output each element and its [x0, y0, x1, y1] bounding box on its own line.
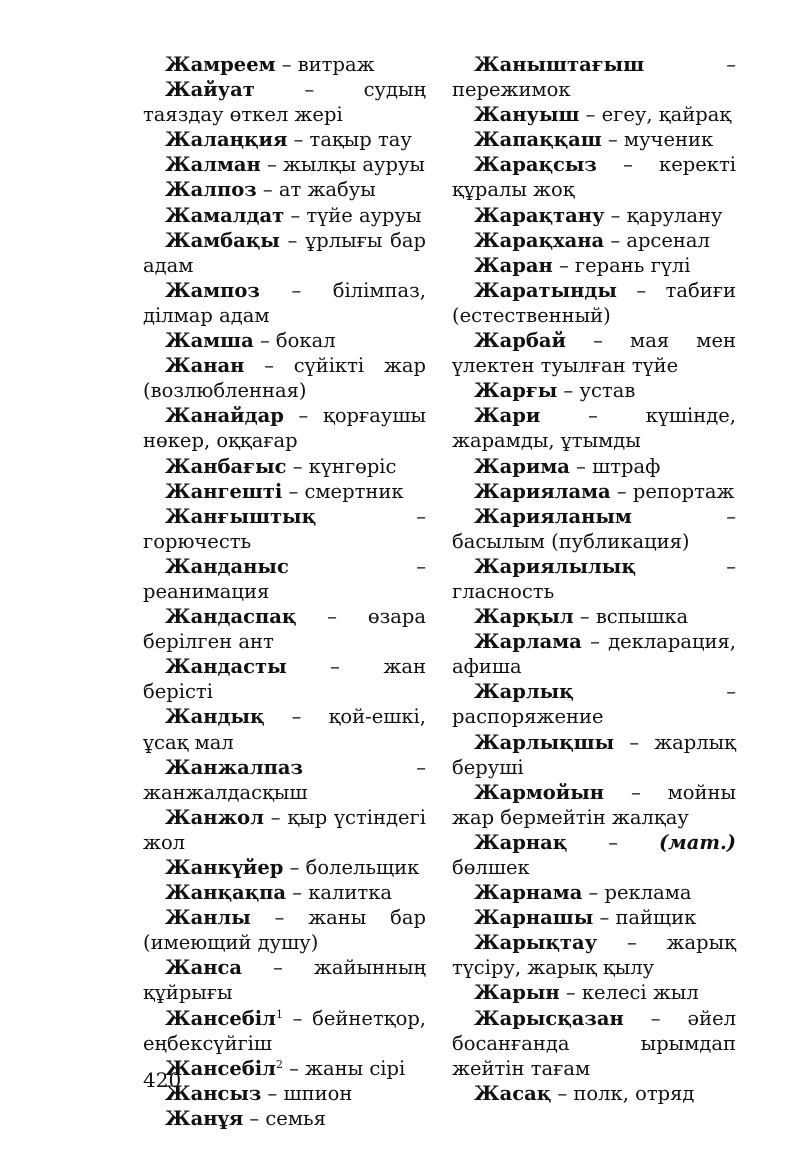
dictionary-entry [143, 353, 426, 403]
dictionary-entry [452, 403, 736, 453]
entry-headword: Жансыз [165, 1081, 262, 1105]
entry-definition: репортаж [632, 479, 735, 503]
entry-headword: Жариялама [474, 479, 611, 503]
entry-dash: – [569, 454, 593, 478]
entry-headword: Жарықтау [474, 931, 598, 955]
dictionary-entry [143, 805, 426, 855]
entry-headword: Жарақтану [474, 203, 605, 227]
entry-headword: Жайуат [165, 78, 255, 102]
entry-definition: жарық түсіру, жарық қылу [452, 931, 736, 980]
entry-dash: – [593, 906, 616, 930]
entry-headword: Жариялылық [474, 554, 636, 578]
entry-dash: – [610, 479, 633, 503]
entry-dash: – [279, 228, 306, 252]
dictionary-entry [452, 830, 736, 880]
entry-grammar-note: (мат.) [658, 830, 736, 854]
dictionary-entry [143, 1106, 426, 1131]
dictionary-entry [143, 127, 426, 152]
entry-definition: күнгөріс [308, 454, 397, 478]
entry-headword: Жандаспақ [165, 605, 297, 629]
entry-headword: Жанжалпаз [165, 755, 303, 779]
dictionary-entry [452, 253, 736, 278]
entry-dash: – [551, 1081, 574, 1105]
entry-dash: – [601, 128, 624, 152]
entry-headword: Жармойын [474, 780, 605, 804]
dictionary-entry [143, 955, 426, 1005]
entry-headword: Жанбағыс [165, 454, 287, 478]
entry-dash: – [552, 253, 575, 277]
entry-dash: – [259, 278, 333, 302]
entry-headword: Жандық [165, 705, 265, 729]
entry-dash: – [581, 630, 609, 654]
entry-definition: күшінде, жарамды, ұтымды [452, 404, 736, 453]
dictionary-entry [143, 479, 426, 504]
entry-dash: – [250, 906, 309, 930]
dictionary-entry [452, 930, 736, 980]
entry-headword: Жарлама [474, 630, 582, 654]
entry-definition: горючесть [143, 529, 252, 553]
entry-dash: – [565, 329, 631, 353]
entry-definition: калитка [308, 881, 393, 905]
entry-headword: Жангешті [165, 479, 283, 503]
entry-headword: Жарқыл [474, 605, 574, 629]
dictionary-entry [143, 52, 426, 77]
entry-headword: Жалпоз [165, 178, 257, 202]
entry-definition: келесі жыл [581, 981, 699, 1005]
dictionary-entry [143, 1006, 426, 1056]
entry-headword: Жаран [474, 253, 553, 277]
entry-headword: Жандасты [165, 655, 287, 679]
page-number: 420 [143, 1068, 182, 1092]
entry-dash: – [573, 605, 596, 629]
dictionary-entry [452, 454, 736, 479]
dictionary-entry [452, 504, 736, 554]
dictionary-entry [143, 77, 426, 127]
entry-dash: – [540, 404, 646, 428]
entry-definition: витраж [297, 53, 375, 76]
entry-dash: – [263, 805, 288, 829]
entry-definition: герань гүлі [574, 253, 691, 277]
dictionary-entry [452, 52, 736, 102]
entry-definition: распоряжение [452, 705, 604, 729]
entry-headword: Жарима [474, 454, 570, 478]
entry-definition: арсенал [626, 228, 710, 252]
entry-definition: жан берісті [143, 655, 426, 704]
dictionary-entry [143, 905, 426, 955]
entry-headword: Жанқақпа [165, 881, 287, 905]
entry-dash: – [284, 203, 307, 227]
dictionary-entry [452, 228, 736, 253]
entry-headword: Жанданыс [165, 554, 289, 578]
entry-dash: – [567, 830, 659, 854]
entry-superscript: 2 [275, 1057, 283, 1071]
dictionary-entry [143, 203, 426, 228]
dictionary-entry [452, 328, 736, 378]
entry-dash: – [242, 956, 314, 980]
entry-headword: Жанайдар [165, 404, 284, 428]
entry-headword: Жанан [165, 354, 245, 378]
entry-dash: – [559, 981, 582, 1005]
entry-definition: бөлшек [452, 856, 530, 879]
entry-dash: – [296, 605, 368, 629]
entry-dash: – [302, 755, 426, 779]
dictionary-entry [452, 152, 736, 202]
entry-dash: – [286, 881, 309, 905]
entry-definition: жылқы ауруы [282, 153, 425, 177]
entry-dash: – [275, 53, 298, 76]
entry-headword: Жари [474, 404, 541, 428]
entry-definition: өзара берілген ант [143, 605, 426, 654]
dictionary-entry [143, 177, 426, 202]
entry-headword: Жалаңқия [165, 128, 288, 152]
dictionary-entry [452, 880, 736, 905]
entry-dash: – [286, 454, 309, 478]
entry-definition: әйел босанғанда ырымдап жейтін тағам [452, 1006, 736, 1080]
dictionary-entry [452, 378, 736, 403]
entry-headword: Жануыш [474, 103, 580, 127]
dictionary-entry [452, 604, 736, 629]
entry-dash: – [316, 504, 426, 528]
dictionary-entry [452, 629, 736, 679]
entry-headword: Жаныштағыш [474, 53, 645, 76]
dictionary-entry [143, 504, 426, 554]
dictionary-entry [143, 403, 426, 453]
dictionary-entry [452, 1006, 736, 1081]
right-column [452, 52, 736, 1106]
dictionary-entry [143, 880, 426, 905]
entry-definition: полк, отряд [573, 1081, 695, 1105]
entry-headword: Жамбақы [165, 228, 280, 252]
entry-headword: Жанұя [165, 1106, 244, 1130]
entry-dash: – [261, 1081, 284, 1105]
entry-definition: судың таяздау өткел жері [143, 78, 426, 127]
entry-definition: мойны жар бермейтін жалқау [452, 780, 736, 829]
entry-definition: жаны сірі [305, 1056, 406, 1080]
dictionary-entry [143, 604, 426, 654]
entry-definition: семья [265, 1106, 326, 1130]
entry-definition: жарлық беруші [452, 730, 736, 779]
entry-definition: басылым (публикация) [452, 529, 690, 553]
entry-dash: – [282, 1056, 306, 1080]
dictionary-entry [452, 1081, 736, 1106]
dictionary-entry [452, 278, 736, 328]
entry-headword: Жансебіл [165, 1006, 276, 1030]
entry-headword: Жарысқазан [474, 1006, 624, 1030]
entry-definition: қорғаушы нөкер, оққағар [143, 404, 426, 453]
dictionary-entry [452, 905, 736, 930]
dictionary-entry [143, 328, 426, 353]
entry-dash: – [596, 153, 660, 177]
entry-headword: Жарияланым [474, 504, 632, 528]
entry-headword: Жапаққаш [474, 128, 602, 152]
left-column [143, 52, 426, 1131]
entry-headword: Жарбай [474, 329, 566, 353]
entry-dash: – [635, 554, 736, 578]
entry-definition: табиғи (естественный) [452, 278, 736, 327]
entry-headword: Жанкүйер [165, 856, 284, 879]
dictionary-entry [452, 780, 736, 830]
entry-superscript: 1 [275, 1007, 283, 1021]
entry-dash: – [631, 504, 736, 528]
entry-dash: – [260, 153, 283, 177]
entry-definition: керекті құралы жоқ [452, 153, 736, 202]
entry-dash: – [253, 329, 276, 353]
entry-dash: – [557, 379, 580, 403]
dictionary-entry [143, 1056, 426, 1081]
entry-dash: – [582, 881, 605, 905]
entry-definition: гласность [452, 579, 555, 603]
entry-definition: шпион [283, 1081, 353, 1105]
entry-dash: – [614, 730, 655, 754]
entry-headword: Жасақ [474, 1081, 552, 1105]
entry-dash: – [282, 1006, 313, 1030]
dictionary-entry [143, 704, 426, 754]
entry-headword: Жаратынды [474, 278, 617, 302]
entry-definition: реанимация [143, 579, 270, 603]
dictionary-entry [452, 102, 736, 127]
entry-definition: қыр үстіндегі жол [143, 805, 426, 854]
entry-definition: штраф [592, 454, 661, 478]
dictionary-entry [143, 654, 426, 704]
entry-dash: – [256, 178, 279, 202]
entry-headword: Жарақхана [474, 228, 605, 252]
entry-definition: сүйікті жар (возлюбленная) [143, 354, 426, 403]
entry-headword: Жамалдат [165, 203, 285, 227]
entry-headword: Жансебіл [165, 1056, 276, 1080]
entry-definition: болельщик [305, 856, 420, 879]
entry-definition: ат жабуы [278, 178, 376, 202]
entry-dash: – [644, 53, 736, 76]
entry-headword: Жарнама [474, 881, 583, 905]
entry-dash: – [288, 554, 426, 578]
entry-definition: вспышка [595, 605, 689, 629]
entry-headword: Жарнақ [474, 830, 568, 854]
entry-definition: ұрлығы бар адам [143, 228, 426, 277]
dictionary-entry [452, 127, 736, 152]
entry-dash: – [287, 128, 310, 152]
entry-definition: пережимок [452, 78, 571, 102]
entry-headword: Жалман [165, 153, 261, 177]
entry-headword: Жарлықшы [474, 730, 615, 754]
entry-definition: егеу, қайрақ [601, 103, 732, 127]
entry-headword: Жарын [474, 981, 560, 1005]
entry-definition: жанжалдасқыш [143, 780, 308, 804]
entry-definition: тақыр тау [309, 128, 412, 152]
dictionary-entry [452, 479, 736, 504]
entry-headword: Жанғыштық [165, 504, 317, 528]
entry-headword: Жампоз [165, 278, 260, 302]
entry-definition: жайынның құйрығы [143, 956, 426, 1005]
entry-definition: мая мен үлектен туылған түйе [452, 329, 737, 378]
entry-definition: түйе ауруы [306, 203, 422, 227]
entry-dash: – [283, 404, 323, 428]
entry-headword: Жарғы [474, 379, 558, 403]
dictionary-entry [143, 855, 426, 880]
entry-headword: Жарлық [474, 680, 574, 704]
entry-headword: Жарнашы [474, 906, 594, 930]
entry-definition: устав [579, 379, 636, 403]
entry-headword: Жамреем [165, 53, 276, 76]
entry-dash: – [264, 705, 329, 729]
entry-dash: – [597, 931, 667, 955]
entry-definition: мученик [623, 128, 714, 152]
entry-dash: – [283, 856, 306, 879]
entry-dash: – [254, 78, 364, 102]
entry-dash: – [244, 354, 294, 378]
dictionary-entry [452, 203, 736, 228]
dictionary-entry [143, 228, 426, 278]
entry-headword: Жарақсыз [474, 153, 597, 177]
entry-dash: – [286, 655, 384, 679]
entry-dash: – [616, 278, 666, 302]
entry-dash: – [243, 1106, 266, 1130]
entry-headword: Жанжол [165, 805, 264, 829]
entry-definition: бейнетқор, еңбексүйгіш [143, 1006, 426, 1055]
entry-dash: – [604, 203, 627, 227]
dictionary-entry [452, 554, 736, 604]
entry-definition: пайщик [615, 906, 697, 930]
dictionary-entry [143, 1081, 426, 1106]
entry-dash: – [604, 780, 668, 804]
dictionary-entry [143, 755, 426, 805]
entry-definition: жаны бар (имеющий душу) [143, 906, 426, 955]
dictionary-entry [452, 980, 736, 1005]
entry-headword: Жамша [165, 329, 254, 353]
entry-definition: қой-ешкі, ұсақ мал [143, 705, 426, 754]
entry-definition: бокал [275, 329, 336, 353]
dictionary-entry [452, 679, 736, 729]
entry-definition: білімпаз, ділмар адам [143, 278, 426, 327]
dictionary-entry [143, 152, 426, 177]
entry-dash: – [579, 103, 602, 127]
entry-definition: реклама [604, 881, 692, 905]
entry-dash: – [282, 479, 305, 503]
entry-dash: – [623, 1006, 688, 1030]
dictionary-entry [143, 454, 426, 479]
entry-dash: – [573, 680, 736, 704]
dictionary-entry [143, 554, 426, 604]
entry-headword: Жанлы [165, 906, 251, 930]
entry-definition: смертник [304, 479, 404, 503]
entry-definition: қарулану [626, 203, 723, 227]
dictionary-entry [143, 278, 426, 328]
entry-dash: – [604, 228, 627, 252]
dictionary-entry [452, 730, 736, 780]
entry-headword: Жанса [165, 956, 243, 980]
entry-definition: декларация, афиша [452, 630, 736, 679]
